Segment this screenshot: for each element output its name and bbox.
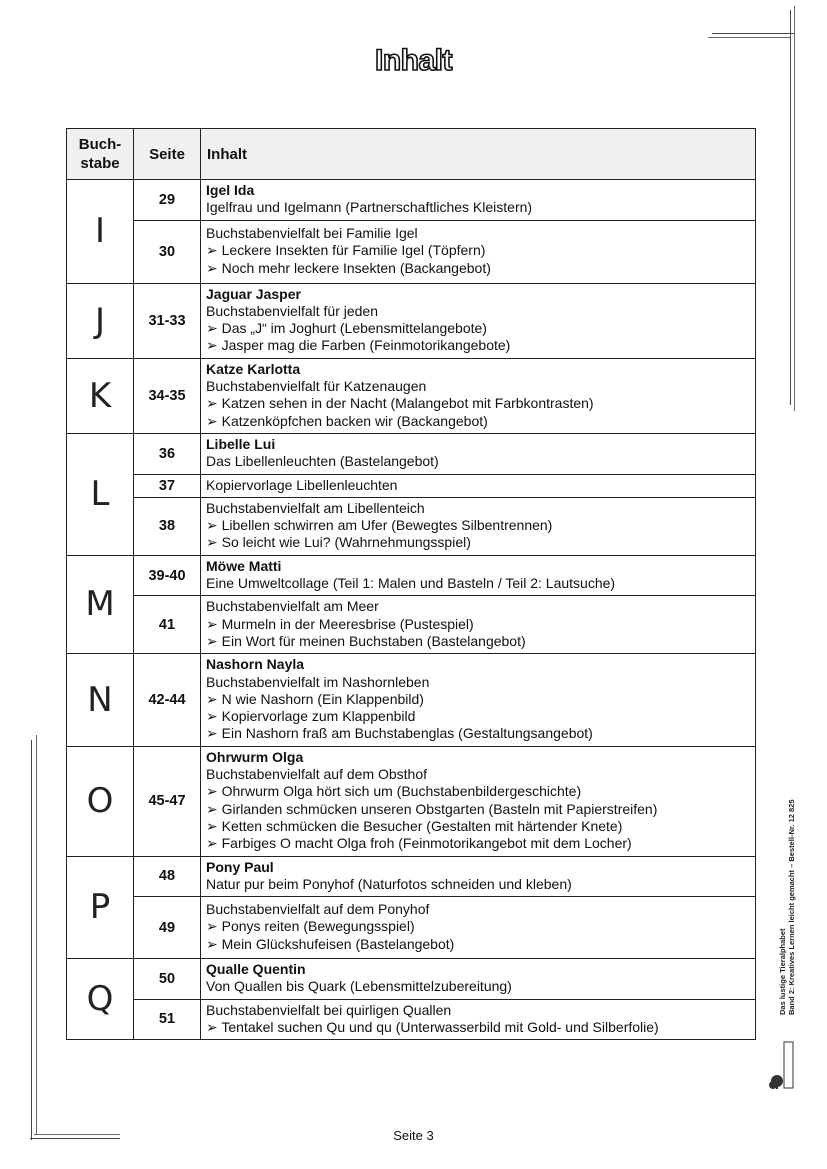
entry-line: Buchstabenvielfalt auf dem Obsthof bbox=[206, 766, 428, 783]
entry-line: Von Quallen bis Quark (Lebensmittelzubereitung) bbox=[206, 978, 512, 995]
letter-cell: N bbox=[67, 654, 134, 746]
entry-line: ➢ Mein Glückshufeisen (Bastelangebot) bbox=[206, 935, 455, 952]
letter-cell: P bbox=[67, 856, 134, 959]
letter-cell: Q bbox=[67, 959, 134, 1040]
content-cell bbox=[201, 358, 756, 433]
entry-line: ➢ Libellen schwirren am Ufer (Bewegtes Silbentrennen) bbox=[206, 517, 553, 534]
letter-cell: I bbox=[67, 180, 134, 284]
header-letter-label: Buch- stabe bbox=[78, 136, 122, 172]
entry-line: Buchstabenvielfalt am Libellenteich bbox=[206, 499, 425, 516]
table-row bbox=[67, 959, 756, 1000]
entry-line: Buchstabenvielfalt für Katzenaugen bbox=[206, 378, 427, 395]
frame-line bbox=[712, 33, 794, 34]
page-title: Inhalt bbox=[375, 44, 452, 77]
page-cell: 29 bbox=[134, 180, 201, 221]
header-letter bbox=[67, 129, 134, 180]
letter-cell: M bbox=[67, 555, 134, 653]
frame-line bbox=[31, 740, 32, 1140]
page-cell: 42-44 bbox=[134, 654, 201, 746]
entry-line: ➢ Murmeln in der Meeresbrise (Pustespiel) bbox=[206, 615, 474, 632]
table-row bbox=[67, 283, 756, 358]
content-cell bbox=[201, 474, 756, 497]
entry-line: ➢ Noch mehr leckere Insekten (Backangebot) bbox=[206, 259, 491, 276]
table-header-row bbox=[67, 129, 756, 180]
entry-line: Natur pur beim Ponyhof (Naturfotos schneiden und kleben) bbox=[206, 875, 572, 892]
table-row bbox=[67, 856, 756, 897]
entry-title: Ohrwurm Olga bbox=[206, 748, 304, 765]
entry-line: ➢ Ketten schmücken die Besucher (Gestalten mit härtender Knete) bbox=[206, 817, 623, 834]
entry-line: Buchstabenvielfalt im Nashornleben bbox=[206, 673, 430, 690]
header-page: Seite bbox=[134, 129, 201, 180]
entry-title: Möwe Matti bbox=[206, 557, 282, 574]
side-text-line1: Das lustige Tieralphabet bbox=[778, 928, 787, 1015]
page-cell: 45-47 bbox=[134, 746, 201, 856]
publisher-logo bbox=[768, 1040, 796, 1090]
content-cell bbox=[201, 283, 756, 358]
entry-title: Pony Paul bbox=[206, 858, 274, 875]
entry-line: ➢ Ein Nashorn fraß am Buchstabenglas (Gestaltungsangebot) bbox=[206, 725, 593, 742]
page-cell: 34-35 bbox=[134, 358, 201, 433]
entry-line: Eine Umweltcollage (Teil 1: Malen und Basteln / Teil 2: Lautsuche) bbox=[206, 575, 616, 592]
table-row bbox=[67, 497, 756, 555]
side-text-line2: Band 2: Kreatives Lernen leicht gemacht – Bestell-Nr. 12 825 bbox=[787, 799, 796, 1015]
entry-line: ➢ Farbiges O macht Olga froh (Feinmotorikangebot mit dem Locher) bbox=[206, 835, 632, 852]
entry-line: ➢ Ohrwurm Olga hört sich um (Buchstabenbildergeschichte) bbox=[206, 783, 582, 800]
page-cell: 38 bbox=[134, 497, 201, 555]
table-row bbox=[67, 654, 756, 746]
frame-line bbox=[708, 37, 790, 38]
entry-title: Katze Karlotta bbox=[206, 360, 301, 377]
entry-line: ➢ Ein Wort für meinen Buchstaben (Bastelangebot) bbox=[206, 632, 526, 649]
side-text bbox=[778, 799, 796, 1015]
entry-line: Das Libellenleuchten (Bastelangebot) bbox=[206, 453, 439, 470]
header-content: Inhalt bbox=[201, 129, 756, 180]
content-cell bbox=[201, 856, 756, 897]
entry-line: ➢ N wie Nashorn (Ein Klappenbild) bbox=[206, 690, 424, 707]
page-number: Seite 3 bbox=[393, 1128, 434, 1143]
frame-line bbox=[36, 735, 37, 1135]
entry-title: Libelle Lui bbox=[206, 435, 276, 452]
entry-line: ➢ Katzen sehen in der Nacht (Malangebot mit Farbkontrasten) bbox=[206, 395, 594, 412]
content-cell bbox=[201, 497, 756, 555]
entry-title: Igel Ida bbox=[206, 182, 255, 198]
letter-cell: J bbox=[67, 283, 134, 358]
page-cell: 30 bbox=[134, 220, 201, 283]
table-row bbox=[67, 596, 756, 654]
entry-line: Buchstabenvielfalt bei Familie Igel bbox=[206, 225, 418, 242]
letter-cell: L bbox=[67, 433, 134, 555]
table-row bbox=[67, 746, 756, 856]
letter-cell: K bbox=[67, 358, 134, 433]
content-cell bbox=[201, 999, 756, 1040]
entry-title: Qualle Quentin bbox=[206, 961, 306, 978]
content-cell bbox=[201, 220, 756, 283]
letter-cell: O bbox=[67, 746, 134, 856]
entry-line: Igelfrau und Igelmann (Partnerschaftliches Kleistern) bbox=[206, 199, 533, 216]
contents-table bbox=[66, 128, 756, 1040]
content-cell bbox=[201, 746, 756, 856]
page-cell: 50 bbox=[134, 959, 201, 1000]
content-cell bbox=[201, 555, 756, 596]
table-row bbox=[67, 897, 756, 959]
content-cell bbox=[201, 959, 756, 1000]
entry-line: Buchstabenvielfalt bei quirligen Quallen bbox=[206, 1001, 452, 1018]
table-row bbox=[67, 220, 756, 283]
entry-line: Buchstabenvielfalt auf dem Ponyhof bbox=[206, 901, 430, 918]
entry-line: ➢ Leckere Insekten für Familie Igel (Töpfern) bbox=[206, 242, 486, 259]
entry-line: ➢ Kopiervorlage zum Klappenbild bbox=[206, 708, 416, 725]
table-row bbox=[67, 180, 756, 221]
table-row bbox=[67, 358, 756, 433]
content-cell bbox=[201, 897, 756, 959]
entry-line: Kopiervorlage Libellenleuchten bbox=[206, 476, 398, 493]
page-cell: 51 bbox=[134, 999, 201, 1040]
page-cell: 48 bbox=[134, 856, 201, 897]
entry-line: ➢ Das „J“ im Joghurt (Lebensmittelangebote) bbox=[206, 320, 487, 337]
entry-line: ➢ Katzenköpfchen backen wir (Backangebot) bbox=[206, 412, 488, 429]
page-cell: 41 bbox=[134, 596, 201, 654]
entry-line: ➢ So leicht wie Lui? (Wahrnehmungsspiel) bbox=[206, 534, 471, 551]
content-cell bbox=[201, 654, 756, 746]
content-cell bbox=[201, 596, 756, 654]
page-cell: 37 bbox=[134, 474, 201, 497]
entry-line: ➢ Tentakel suchen Qu und qu (Unterwasserbild mit Gold- und Silberfolie) bbox=[206, 1018, 659, 1035]
page-cell: 31-33 bbox=[134, 283, 201, 358]
entry-line: Buchstabenvielfalt am Meer bbox=[206, 598, 379, 615]
table-row bbox=[67, 433, 756, 474]
entry-line: ➢ Jasper mag die Farben (Feinmotorikangebote) bbox=[206, 337, 511, 354]
page-cell: 39-40 bbox=[134, 555, 201, 596]
page-cell: 49 bbox=[134, 897, 201, 959]
table-row bbox=[67, 999, 756, 1040]
entry-line: Buchstabenvielfalt für jeden bbox=[206, 302, 378, 319]
entry-line: ➢ Girlanden schmücken unseren Obstgarten (Basteln mit Papierstreifen) bbox=[206, 800, 658, 817]
page-cell: 36 bbox=[134, 433, 201, 474]
entry-line: ➢ Ponys reiten (Bewegungsspiel) bbox=[206, 918, 415, 935]
entry-title: Nashorn Nayla bbox=[206, 656, 305, 673]
content-cell bbox=[201, 433, 756, 474]
table-row bbox=[67, 474, 756, 497]
entry-title: Jaguar Jasper bbox=[206, 285, 301, 302]
table-row bbox=[67, 555, 756, 596]
content-cell bbox=[201, 180, 756, 221]
